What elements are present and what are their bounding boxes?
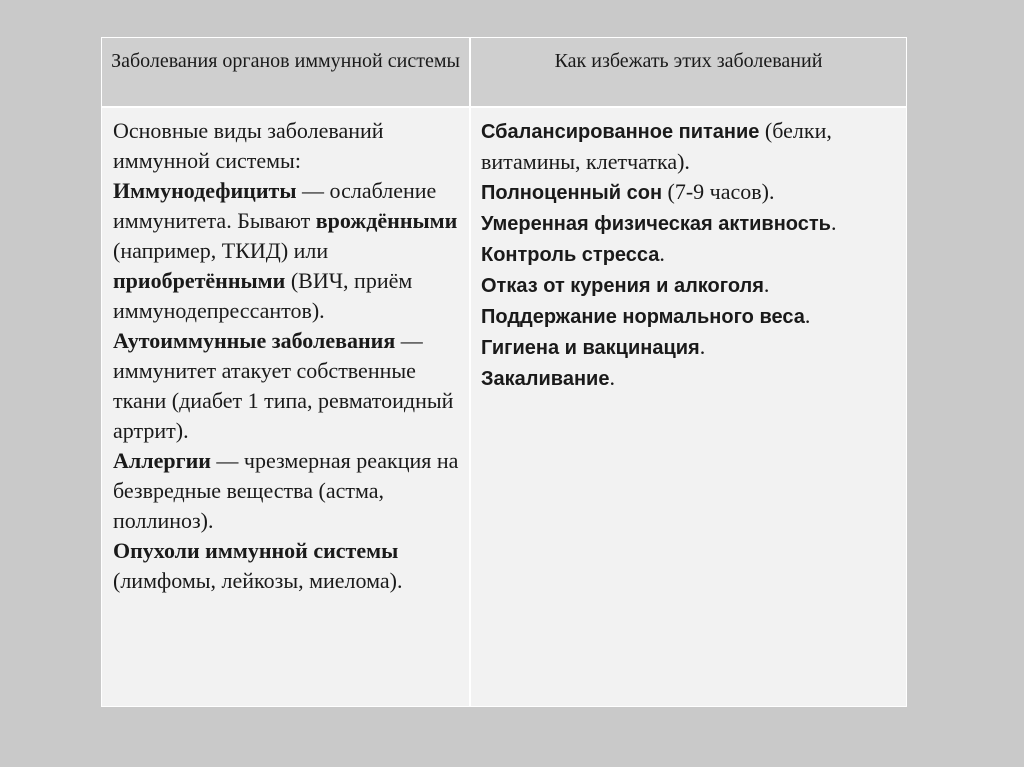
prevention-item-bold: Поддержание нормального веса — [481, 306, 805, 328]
congenital-term: врождёнными — [315, 208, 458, 233]
prevention-item-text: . — [699, 334, 706, 359]
prevention-item-text: . — [804, 303, 811, 328]
header-cell-prevention — [471, 38, 906, 108]
prevention-item-bold: Закаливание — [481, 368, 610, 390]
immunodeficiency-text-1: — ослабление иммунитета. Бывают — [113, 178, 437, 233]
prevention-item-text: . — [830, 210, 837, 235]
prevention-item-bold: Умеренная физическая активность — [481, 213, 831, 235]
diseases-cell — [102, 108, 471, 706]
prevention-item-bold: Контроль стресса — [481, 244, 660, 266]
prevention-item-bold: Сбалансированное питание — [481, 121, 760, 143]
diseases-intro: Основные виды заболеваний иммунной системы: — [113, 118, 384, 173]
prevention-item-text: . — [763, 272, 770, 297]
immunodeficiency-text-2: (например, ТКИД) или — [113, 238, 329, 263]
autoimmune-term: Аутоиммунные заболевания — [113, 328, 396, 353]
immunodeficiency-text-3: (ВИЧ, приём иммунодепрессантов). — [113, 268, 413, 323]
tumors-term: Опухоли иммунной системы — [113, 538, 399, 563]
prevention-item-bold: Отказ от курения и алкоголя — [481, 275, 764, 297]
prevention-item-text: . — [609, 365, 615, 390]
header-cell-diseases — [102, 38, 471, 108]
acquired-term: приобретёнными — [113, 268, 286, 293]
comparison-table — [101, 37, 907, 707]
prevention-item-bold: Полноценный сон — [481, 182, 663, 204]
prevention-item-bold: Гигиена и вакцинация — [481, 337, 700, 359]
prevention-item-text: . — [659, 241, 665, 266]
prevention-text — [481, 116, 896, 394]
diseases-text — [113, 116, 459, 596]
tumors-text: (лимфомы, лейкозы, миелома). — [113, 568, 403, 593]
header-prevention-label: Как избежать этих заболеваний — [554, 50, 823, 72]
prevention-cell — [471, 108, 906, 706]
immunodeficiency-term: Иммунодефициты — [113, 178, 297, 203]
header-diseases-label: Заболевания органов иммунной системы — [111, 50, 460, 72]
allergy-text: — чрезмерная реакция на безвредные вещества (астма, поллиноз). — [113, 448, 459, 533]
prevention-item-text: (белки, витамины, клетчатка). — [481, 118, 832, 174]
autoimmune-text: — иммунитет атакует собственные ткани (диабет 1 типа, ревматоидный артрит). — [113, 328, 454, 443]
allergy-term: Аллергии — [113, 448, 211, 473]
prevention-item-text: (7-9 часов). — [662, 179, 775, 204]
